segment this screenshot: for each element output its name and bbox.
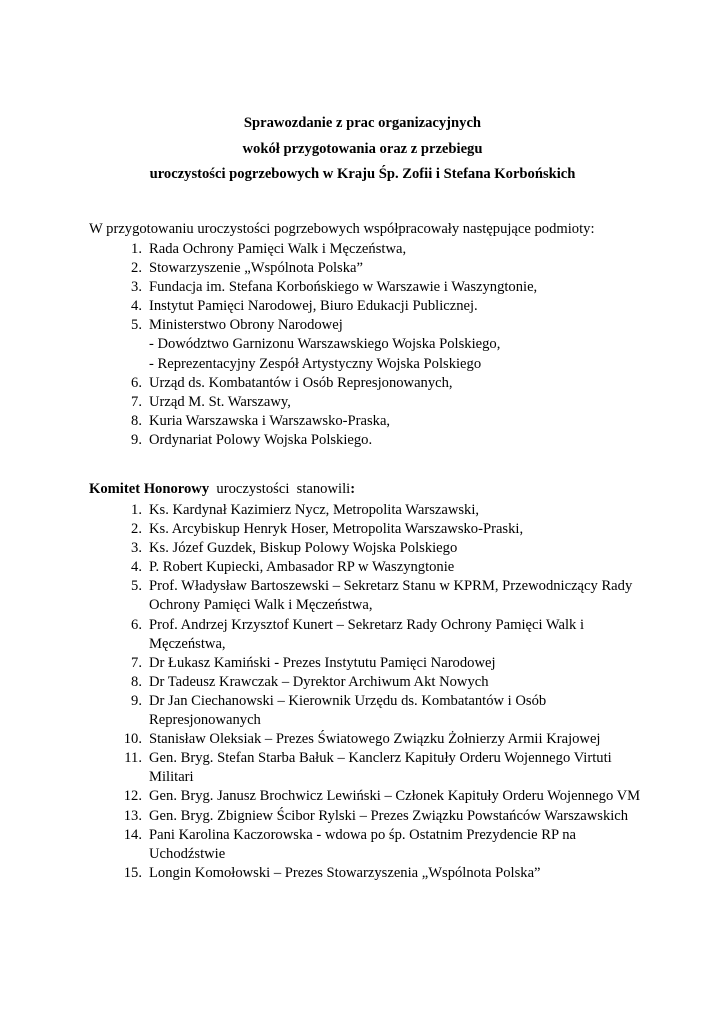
- title-line-2: wokół przygotowania oraz z przebiegu: [242, 140, 483, 157]
- list-item: [89, 558, 649, 577]
- list-item-number: 4.: [131, 559, 142, 576]
- committee-heading: [89, 480, 355, 499]
- list-item-text: Ochrony Pamięci Walk i Męczeństwa,: [149, 597, 373, 614]
- list-item-text: Męczeństwa,: [149, 635, 226, 652]
- list-item-text: Fundacja im. Stefana Korbońskiego w Warszawie i Waszyngtonie,: [149, 279, 538, 296]
- list-item-text: Ministerstwo Obrony Narodowej: [149, 317, 343, 334]
- list-item-text: Stanisław Oleksiak – Prezes Światowego Związku Żołnierzy Armii Krajowej: [149, 731, 601, 748]
- list-item-text: Dr Tadeusz Krawczak – Dyrektor Archiwum Akt Nowych: [149, 673, 489, 690]
- list-item-text: Uchodźstwie: [149, 845, 226, 862]
- title-line-1: Sprawozdanie z prac organizacyjnych: [243, 115, 482, 131]
- list-item-number: 2.: [131, 260, 142, 277]
- list-item: [89, 240, 649, 259]
- list-item-number: 7.: [131, 654, 142, 671]
- list-item: [89, 692, 649, 730]
- list-item-text: Gen. Bryg. Janusz Brochwicz Lewiński – Członek Kapituły Orderu Wojennego VM: [149, 788, 641, 805]
- list-item: [89, 259, 649, 278]
- list-item-number: 9.: [131, 431, 142, 448]
- list-item-text: Prof. Andrzej Krzysztof Kunert – Sekretarz Rady Ochrony Pamięci Walk i: [149, 616, 585, 633]
- list-item: [89, 673, 649, 692]
- intro-paragraph: W przygotowaniu uroczystości pogrzebowych współpracowały następujące podmioty:: [89, 221, 595, 237]
- list-item-number: 3.: [131, 540, 142, 557]
- list-item-text: P. Robert Kupiecki, Ambasador RP w Waszyngtonie: [149, 559, 455, 576]
- list-item-number: 5.: [131, 578, 142, 595]
- list-item-number: 14.: [123, 826, 142, 843]
- list-item: [89, 577, 649, 615]
- list-subitem: - Reprezentacyjny Zespół Artystyczny Wojska Polskiego: [149, 355, 482, 372]
- list-item-number: 3.: [131, 279, 142, 296]
- list-item: [89, 297, 649, 316]
- list-item-text: Militari: [149, 769, 194, 786]
- list-item: [89, 807, 649, 826]
- list-item: [89, 316, 649, 373]
- list-item-number: 8.: [131, 412, 142, 429]
- list-item-number: 12.: [123, 788, 142, 805]
- list-item-text: Instytut Pamięci Narodowej, Biuro Edukacji Publicznej.: [149, 298, 478, 315]
- entities-list: [89, 240, 649, 450]
- list-item-text: Ks. Józef Guzdek, Biskup Polowy Wojska Polskiego: [149, 540, 458, 557]
- list-item: [89, 278, 649, 297]
- list-item-text: Gen. Bryg. Stefan Starba Bałuk – Kanclerz Kapituły Orderu Wojennego Virtuti: [149, 750, 612, 767]
- list-item: [89, 826, 649, 864]
- list-item-text: Kuria Warszawska i Warszawsko-Praska,: [149, 412, 391, 429]
- list-item: [89, 393, 649, 412]
- list-item-text: Ks. Kardynał Kazimierz Nycz, Metropolita Warszawski,: [149, 502, 480, 518]
- document-title: [0, 114, 725, 191]
- list-item-number: 7.: [131, 393, 142, 410]
- list-item-text: Stowarzyszenie „Wspólnota Polska”: [149, 260, 363, 277]
- list-item-number: 1.: [131, 502, 142, 518]
- list-item: [89, 864, 649, 883]
- list-subitem: - Dowództwo Garnizonu Warszawskiego Wojska Polskiego,: [149, 336, 501, 353]
- list-item-number: 4.: [131, 298, 142, 315]
- list-item-text: Longin Komołowski – Prezes Stowarzyszenia „Wspólnota Polska”: [149, 864, 541, 881]
- list-item-text: Urząd M. St. Warszawy,: [149, 393, 291, 410]
- list-item: [89, 787, 649, 806]
- list-item-number: 10.: [123, 731, 142, 748]
- list-item-text: Dr Łukasz Kamiński - Prezes Instytutu Pamięci Narodowej: [149, 654, 496, 671]
- list-item-text: Prof. Władysław Bartoszewski – Sekretarz Stanu w KPRM, Przewodniczący Rady: [149, 578, 633, 595]
- list-item-number: 1.: [131, 241, 142, 257]
- list-item-number: 6.: [131, 374, 142, 391]
- list-item-number: 11.: [124, 750, 142, 767]
- list-item-number: 6.: [131, 616, 142, 633]
- list-item-text: Rada Ochrony Pamięci Walk i Męczeństwa,: [149, 241, 407, 257]
- list-item-number: 8.: [131, 673, 142, 690]
- title-line-3: uroczystości pogrzebowych w Kraju Śp. Zofii i Stefana Korbońskich: [149, 166, 576, 182]
- list-item: [89, 730, 649, 749]
- list-item: [89, 431, 649, 450]
- committee-label: Komitet Honorowy: [89, 481, 210, 497]
- list-item: [89, 412, 649, 431]
- committee-members-list: [89, 501, 649, 883]
- list-item-text: Ordynariat Polowy Wojska Polskiego.: [149, 431, 373, 448]
- list-item: [89, 501, 649, 520]
- list-item-number: 13.: [123, 807, 142, 824]
- list-item: [89, 520, 649, 539]
- list-item-text: Ks. Arcybiskup Henryk Hoser, Metropolita Warszawsko-Praski,: [149, 521, 524, 538]
- list-item-number: 15.: [123, 864, 142, 881]
- list-item-number: 2.: [131, 521, 142, 538]
- committee-colon: :: [350, 481, 356, 497]
- list-item-number: 9.: [131, 692, 142, 709]
- list-item: [89, 749, 649, 787]
- list-item: [89, 654, 649, 673]
- list-item-text: Gen. Bryg. Zbigniew Ścibor Rylski – Prezes Związku Powstańców Warszawskich: [149, 807, 629, 824]
- committee-text: uroczystości stanowili: [209, 481, 351, 497]
- list-item-text: Dr Jan Ciechanowski – Kierownik Urzędu ds. Kombatantów i Osób: [149, 692, 547, 709]
- list-item-text: Urząd ds. Kombatantów i Osób Represjonowanych,: [149, 374, 453, 391]
- list-item: [89, 374, 649, 393]
- list-item-number: 5.: [131, 317, 142, 334]
- list-item: [89, 539, 649, 558]
- list-item: [89, 616, 649, 654]
- list-item-text: Pani Karolina Kaczorowska - wdowa po śp. Ostatnim Prezydencie RP na: [149, 826, 577, 843]
- list-item-text: Represjonowanych: [149, 712, 261, 729]
